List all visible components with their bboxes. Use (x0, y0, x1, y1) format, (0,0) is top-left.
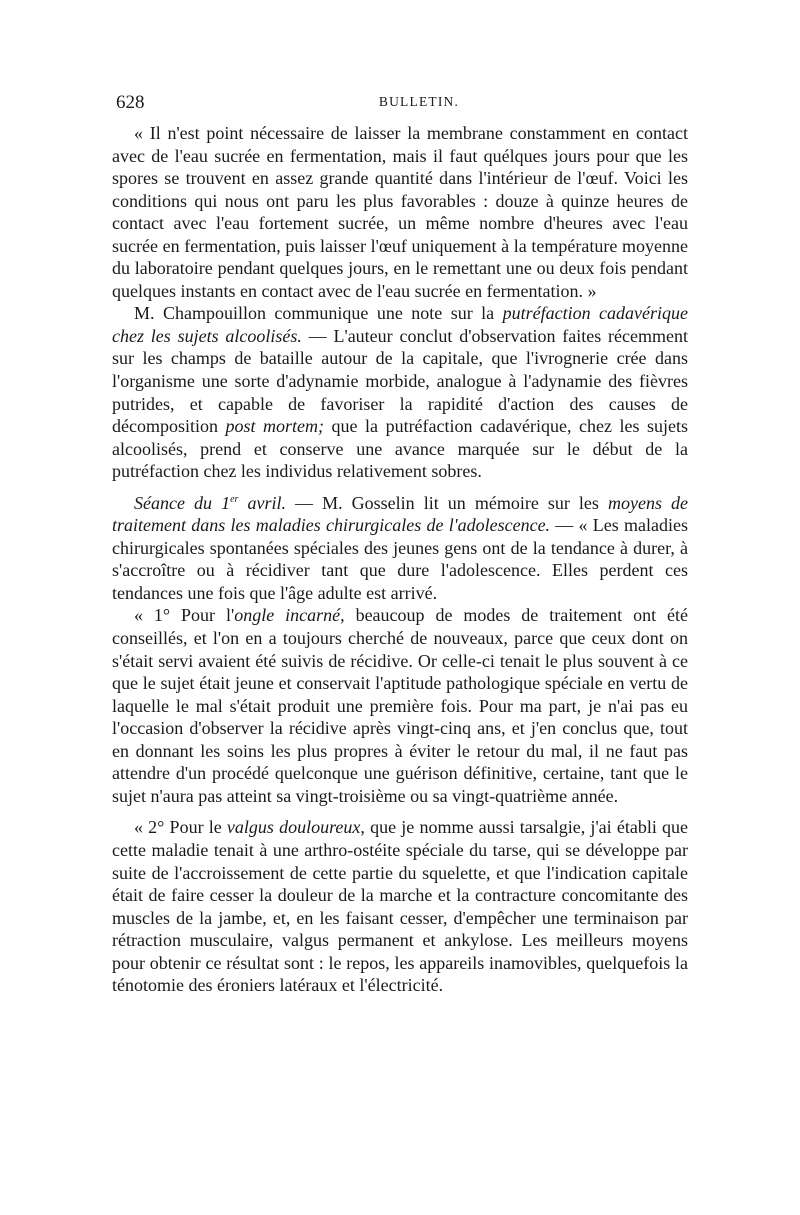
text-run: — L'auteur conclut d'observation faites récemment sur les champs de bataille autour de la capitale, que l'ivrognerie crée dans l'organisme une sorte d'adynamie morbide, analogue à l'adynamie des fièvres putrides, et capable de favoriser la rapidité d'action des causes de décomposition (112, 325, 688, 437)
session-date-month: avril. (238, 492, 286, 513)
paragraph-ongle-incarne (112, 604, 688, 807)
running-head (112, 92, 688, 122)
text-run: que la putréfaction cadavérique, chez les sujets alcoolisés, prend et conserve une avance marquée sur le début de la putréfaction chez les individus relativement sobres. (112, 416, 688, 482)
body-text (112, 122, 688, 997)
page-number: 628 (116, 92, 145, 113)
book-page (112, 92, 688, 997)
paragraph-champouillon (112, 302, 688, 482)
session-date (134, 493, 286, 513)
paragraph-text: « Il n'est point nécessaire de laisser la membrane constamment en contact avec de l'eau sucrée en fermentation, mais il faut quélques jours pour que les spores se trouvent en assez grande quantité dans l'intérieur de l'œuf. Voici les conditions qui nous ont paru les plus favorables : douze à quinze heures de contact avec l'eau fortement sucrée, un même nombre d'heures avec l'eau sucrée en fermentation, puis laisser l'œuf uniquement à la température moyenne du laboratoire pendant quelques jours, en le remettant une ou deux fois pendant quelques instants en contact avec de l'eau sucrée en fermentation. » (112, 123, 688, 301)
paragraph-egg-conditions (112, 122, 688, 302)
text-run: , que je nomme aussi tarsalgie, j'ai établi que cette maladie tenait à une arthro-ostéite spéciale du tarse, qui se développe par suite de l'accroissement de cette partie du squelette, et que l'indication capitale était de faire cesser la douleur de la marche et la contracture concomitante des muscles de la jambe, et, en les faisant cesser, d'empêcher une terminaison par rétraction musculaire, valgus permanent et ankylose. Les meilleurs moyens pour obtenir ce résultat sont : le repos, les appareils inamovibles, quelquefois la ténotomie des éroniers latéraux et l'électricité. (112, 817, 689, 996)
text-run: — M. Gosselin lit un mémoire sur les (286, 492, 608, 513)
italic-term: ongle incarné (234, 605, 341, 626)
italic-title: moyens de traitement dans les maladies chirurgicales de l'adolescence. (112, 492, 689, 536)
italic-phrase: post mortem; (225, 416, 325, 437)
text-run: — « Les maladies chirurgicales spontanées spéciales des jeunes gens ont de la tendance à durer, à s'accroître ou à récidiver tant que dure l'adolescence. Elles perdent ces tendances une fois que l'âge adulte est arrivé. (112, 515, 689, 603)
text-run: M. Champouillon communique une note sur la (134, 303, 503, 324)
running-title: BULLETIN. (378, 94, 460, 109)
session-date-text: Séance du 1 (134, 492, 231, 513)
italic-title: putréfaction cadavérique chez les sujets alcoolisés. (112, 303, 688, 346)
paragraph-valgus (112, 816, 688, 996)
ordinal-superscript: er (230, 493, 239, 505)
text-run: « 1° Pour l' (134, 605, 235, 626)
text-run: « 2° Pour le (134, 817, 227, 838)
text-run: , beaucoup de modes de traitement ont été conseillés, et l'on en a toujours cherché de nouveaux, parce que ceux dont on s'était servi avaient été suivis de récidive. Or celle-ci tenait le plus souvent à ce que le sujet était jeune et conservait l'aptitude pathologique spéciale en vertu de laquelle le mal s'était produit une première fois. Pour ma part, je n'ai pas eu l'occasion d'observer la récidive après vingt-cinq ans, et j'en conclus que, tout en donnant les soins les plus propres à éviter le retour du mal, il ne faut pas attendre d'un procédé quelconque une guérison définitive, certaine, tant que le sujet n'aura pas atteint sa vingt-troisième ou sa vingt-quatrième année. (112, 605, 689, 806)
paragraph-seance-avril (112, 492, 688, 605)
italic-term: valgus douloureux (226, 817, 361, 838)
